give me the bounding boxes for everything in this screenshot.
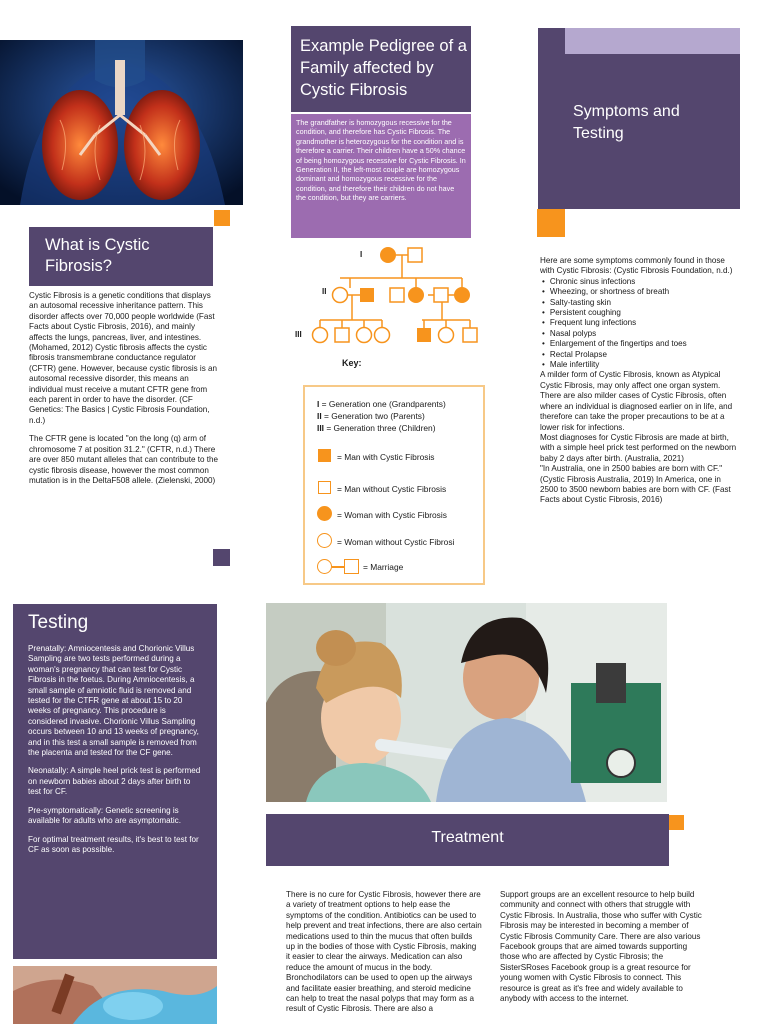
generation-label: III	[295, 330, 302, 339]
heel-prick-photo	[13, 966, 217, 1024]
pedigree-key	[303, 385, 485, 585]
treatment-left-column: There is no cure for Cystic Fibrosis, however there are a variety of treatment options to help ease the symptoms of the condition. Antibiotics can be used to help prevent and treat infections, there are also certain medications used to thin the mucus that often builds up in the bodies of those with Cystic Fibrosis, making it easier to clear the airways. Medication can also reduce the amount of mucus in the body. Bronchodilators can be used to open up the airways and facilitate easier breathing, and steroid medicine can help to treat the nasal polyps that may form as a result of Cystic Fibrosis. There are also a	[286, 890, 482, 1014]
symptom-item: • Male infertility	[542, 360, 740, 370]
nebulizer-treatment-photo	[266, 603, 667, 802]
key-man-without-cf: = Man without Cystic Fibrosis	[337, 484, 447, 494]
symptom-item: • Frequent lung infections	[542, 318, 740, 328]
woman-with-cf-symbol	[317, 506, 332, 521]
lavender-accent-bar	[565, 28, 740, 54]
lungs-illustration	[0, 40, 243, 205]
pedigree-chart	[290, 240, 490, 350]
symptom-item: • Wheezing, or shortness of breath	[542, 287, 740, 297]
symptom-item: • Rectal Prolapse	[542, 350, 740, 360]
what-is-cf-body	[29, 291, 219, 494]
symptoms-intro: Here are some symptoms commonly found in those with Cystic Fibrosis: (Cystic Fibrosis Foundation, n.d.)	[540, 256, 733, 276]
marriage-square-symbol	[344, 559, 359, 574]
key-generation-three: = Generation three (Children)	[326, 423, 436, 433]
orange-accent-square	[669, 815, 684, 830]
orange-accent-square	[537, 209, 565, 237]
key-generation-two: = Generation two (Parents)	[323, 411, 425, 421]
what-is-cf-paragraph: Cystic Fibrosis is a genetic conditions that displays an autosomal recessive inheritance pattern. This disorder affects over 70,000 people worldwide (Fast Facts about Cystic Fibrosis, 2016), and mainly affects the lungs, pancreas, liver, and intestines. (Mohamed, 2012) Cystic fibrosis affects the cystic fibrosis transmembrane conductance regulator (CFTR) gene. However, because cystic fibrosis is an autosomal recessive disorder, this means an individual must receive a mutant CFTR gene from each parent in order to have the disorder. (CF Genetics: The Basics | Cystic Fibrosis Foundation, n.d.)	[29, 291, 218, 425]
symptom-item: • Chronic sinus infections	[542, 277, 740, 287]
symptom-item: • Enlargement of the fingertips and toes	[542, 339, 740, 349]
testing-paragraph: Neonatally: A simple heel prick test is performed on newborn babies about 2 days after birth to test for CF.	[28, 766, 201, 797]
symptoms-paragraph: "In Australia, one in 2500 babies are born with CF." (Cystic Fibrosis Australia, 2019) In America, one in 2500 to 3500 newborn babies are born with CF. (Fast Facts about Cystic Fibrosis, 2016)	[540, 464, 731, 505]
key-generation-numeral: II	[317, 411, 322, 421]
symptoms-title: Symptoms and Testing	[573, 103, 680, 142]
purple-accent-square	[213, 549, 230, 566]
symptoms-heading	[538, 28, 740, 209]
symptom-item: • Nasal polyps	[542, 329, 740, 339]
generation-label: II	[322, 287, 327, 296]
treatment-right-column: Support groups are an excellent resource to help build community and connect with others that struggle with Cystic Fibrosis. In Australia, those who suffer with Cystic Fibrosis may be interested in becoming a member of Cystic Fibrosis Community Care. There are also various Facebook groups that are aimed towards supporting those who are affected by Cystic Fibrosis; the SisterSRoses Facebook group is a great resource for young women with Cystic Fibrosis to connect. This resource is great as it's free and widely available to anybody with access to the internet.	[500, 890, 702, 1004]
key-label: Key:	[342, 358, 362, 368]
what-is-cf-paragraph: The CFTR gene is located "on the long (q) arm of chromosome 7 at position 31.2." (CFTR, n.d.) There are over 850 mutant alleles that can contribute to the cystic fibrosis disease, however the most common mutation is in the DeltaF508 allele. (Zielenski, 2000)	[29, 434, 218, 485]
symptom-item: • Persistent coughing	[542, 308, 740, 318]
key-man-with-cf: = Man with Cystic Fibrosis	[337, 452, 435, 462]
generation-label: I	[360, 250, 363, 259]
what-is-cf-heading	[29, 227, 213, 286]
pedigree-heading	[291, 26, 471, 112]
key-woman-without-cf: = Woman without Cystic Fibrosi	[337, 537, 455, 547]
orange-accent-square	[214, 210, 230, 226]
man-without-cf-symbol	[318, 481, 331, 494]
key-marriage: = Marriage	[363, 562, 404, 572]
key-generation-numeral: III	[317, 423, 324, 433]
testing-paragraph: Prenatally: Amniocentesis and Chorionic Villus Sampling are two tests performed during a woman's pregnancy that can test for Cystic Fibrosis in the foetus. During Amniocentesis, a small sample of amniotic fluid is removed and tested for the CTFR gene at about 15 to 20 weeks of pregnancy. This procedure is considered invasive. Chorionic Villus Sampling occurs between 10 and 13 weeks of pregnancy, and in this test a small sample is removed from the placenta and tested for the CF gene.	[28, 644, 199, 758]
symptoms-list	[540, 277, 740, 371]
symptoms-paragraph: Most diagnoses for Cystic Fibrosis are made at birth, with a simple heel prick test performed on the newborn baby 2 days after birth. (Australia, 2021)	[540, 432, 737, 463]
treatment-heading	[266, 814, 669, 866]
key-generation-one: = Generation one (Grandparents)	[321, 399, 446, 409]
testing-panel	[13, 604, 217, 959]
treatment-title: Treatment	[431, 829, 504, 846]
marriage-line-symbol	[332, 566, 344, 568]
key-woman-with-cf: = Woman with Cystic Fibrosis	[337, 510, 447, 520]
pedigree-description: The grandfather is homozygous recessive for the condition, and therefore has Cystic Fibrosis. The grandmother is heterozygous for the condition and is therefore a carrier. Their children have a 50% chance of being homozygous recessive for Cystic Fibrosis. In Generation II, the left-most couple are homozygous dominant and homozygous recessive for the condition, and therefore their children do not have the condition, but they are carriers.	[291, 114, 471, 238]
pedigree-title: Example Pedigree of a Family affected by Cystic Fibrosis	[300, 37, 467, 99]
testing-paragraph: For optimal treatment results, it's best to test for CF as soon as possible.	[28, 834, 199, 854]
testing-title: Testing	[28, 612, 89, 633]
symptoms-paragraph: A milder form of Cystic Fibrosis, known as Atypical Cystic Fibrosis, may only affect one organ system. There are also milder cases of Cystic Fibrosis, often where an individual is diagnosed earlier on in life, and therefore can take the proper precautions to be at a lower risk for infections.	[540, 370, 733, 432]
man-with-cf-symbol	[318, 449, 331, 462]
symptom-item: • Salty-tasting skin	[542, 298, 740, 308]
testing-paragraph: Pre-symptomatically: Genetic screening is available for adults who are asymptomatic.	[28, 805, 181, 826]
symptoms-body	[540, 256, 740, 506]
marriage-circle-symbol	[317, 559, 332, 574]
woman-without-cf-symbol	[317, 533, 332, 548]
what-is-cf-title: What is Cystic Fibrosis?	[45, 236, 150, 275]
key-generation-numeral: I	[317, 399, 320, 409]
